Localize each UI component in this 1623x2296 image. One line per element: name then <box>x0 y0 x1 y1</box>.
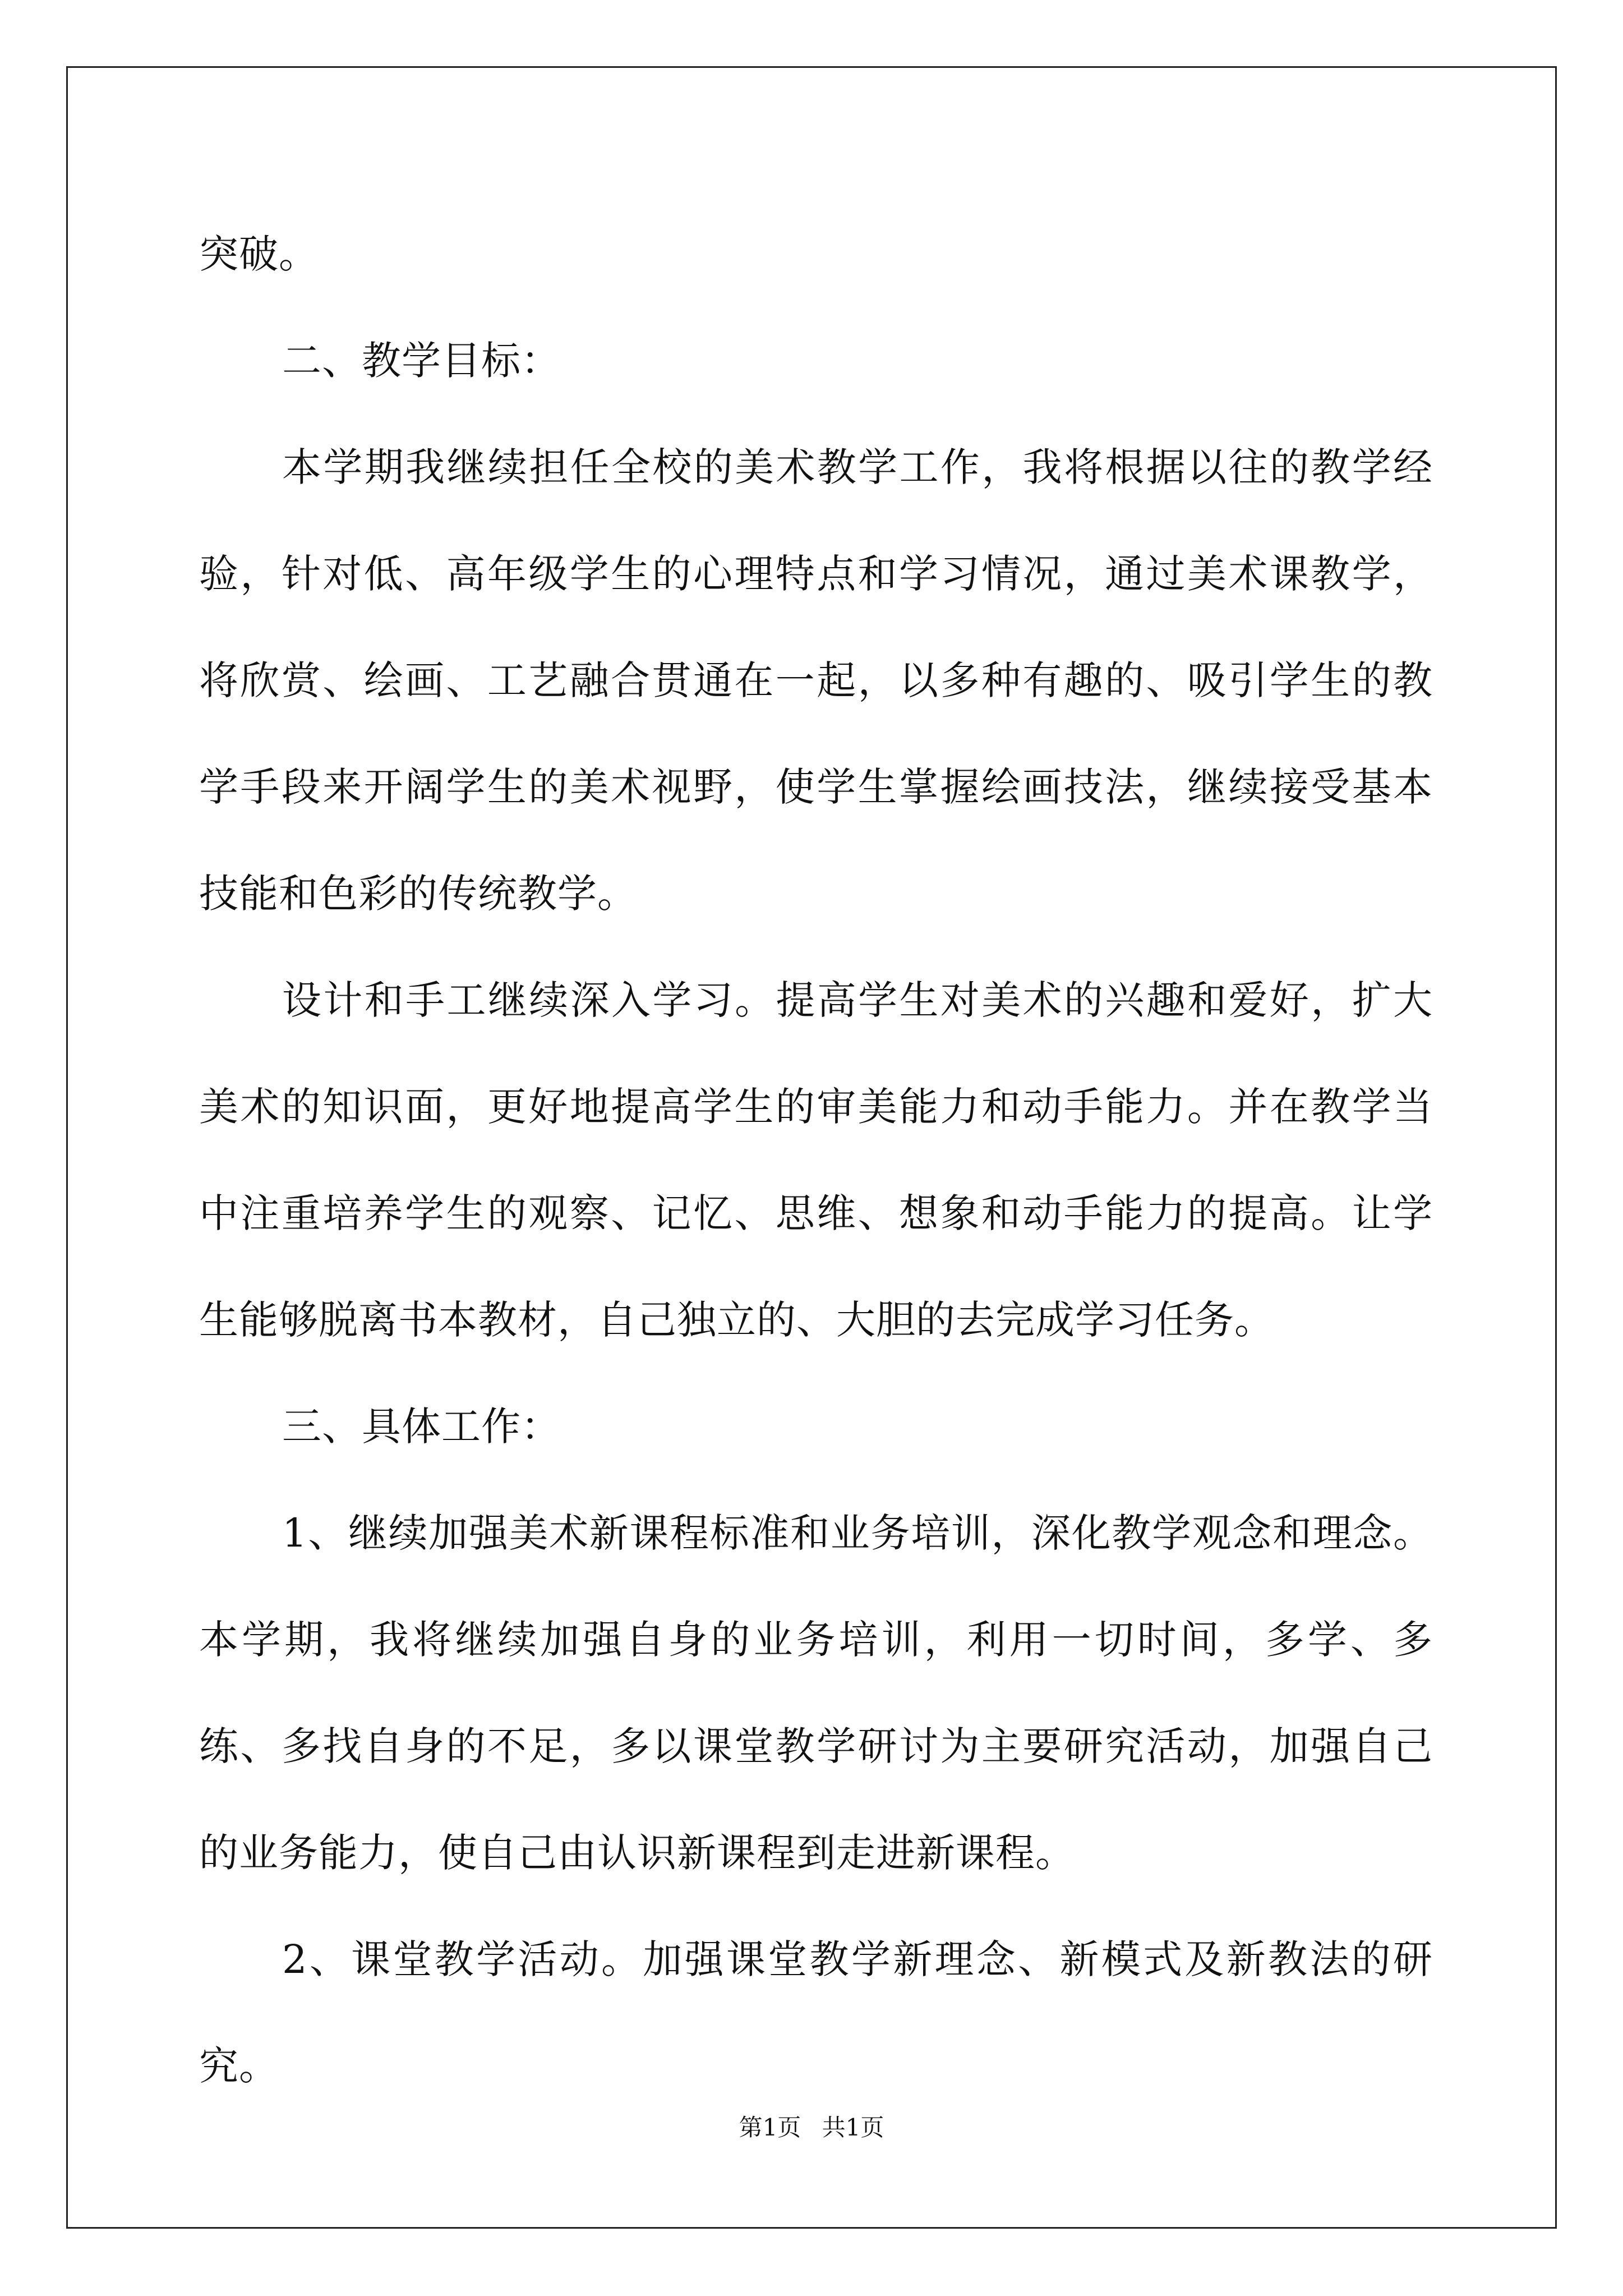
paragraph-continuation: 突破。 <box>199 231 319 277</box>
document-body <box>199 201 1433 2119</box>
paragraph-work-item-2: 2、课堂教学活动。加强课堂教学新理念、新模式及新教法的研究。 <box>199 1936 1433 2089</box>
paragraph-teaching-goals: 本学期我继续担任全校的美术教学工作，我将根据以往的教学经验，针对低、高年级学生的心理特点和学习情况，通过美术课教学，将欣赏、绘画、工艺融合贯通在一起，以多种有趣的、吸引学生的教学手段来开阔学生的美术视野，使学生掌握绘画技法，继续接受基本技能和色彩的传统教学。 <box>199 444 1433 917</box>
page-number-current: 第1页 <box>739 2114 801 2141</box>
paragraph-design-handcraft: 设计和手工继续深入学习。提高学生对美术的兴趣和爱好，扩大美术的知识面，更好地提高学生的审美能力和动手能力。并在教学当中注重培养学生的观察、记忆、思维、想象和动手能力的提高。让学生能够脱离书本教材，自己独立的、大胆的去完成学习任务。 <box>199 977 1433 1343</box>
section-heading-specific-work: 三、具体工作： <box>282 1404 561 1450</box>
page-footer <box>0 2111 1623 2145</box>
paragraph-work-item-1: 1、继续加强美术新课程标准和业务培训，深化教学观念和理念。本学期，我将继续加强自身的业务培训，利用一切时间，多学、多练、多找自身的不足，多以课堂教学研讨为主要研究活动，加强自己的业务能力，使自己由认识新课程到走进新课程。 <box>199 1510 1433 1876</box>
page-number-total: 共1页 <box>822 2114 884 2141</box>
section-heading-teaching-goals: 二、教学目标： <box>282 338 561 384</box>
